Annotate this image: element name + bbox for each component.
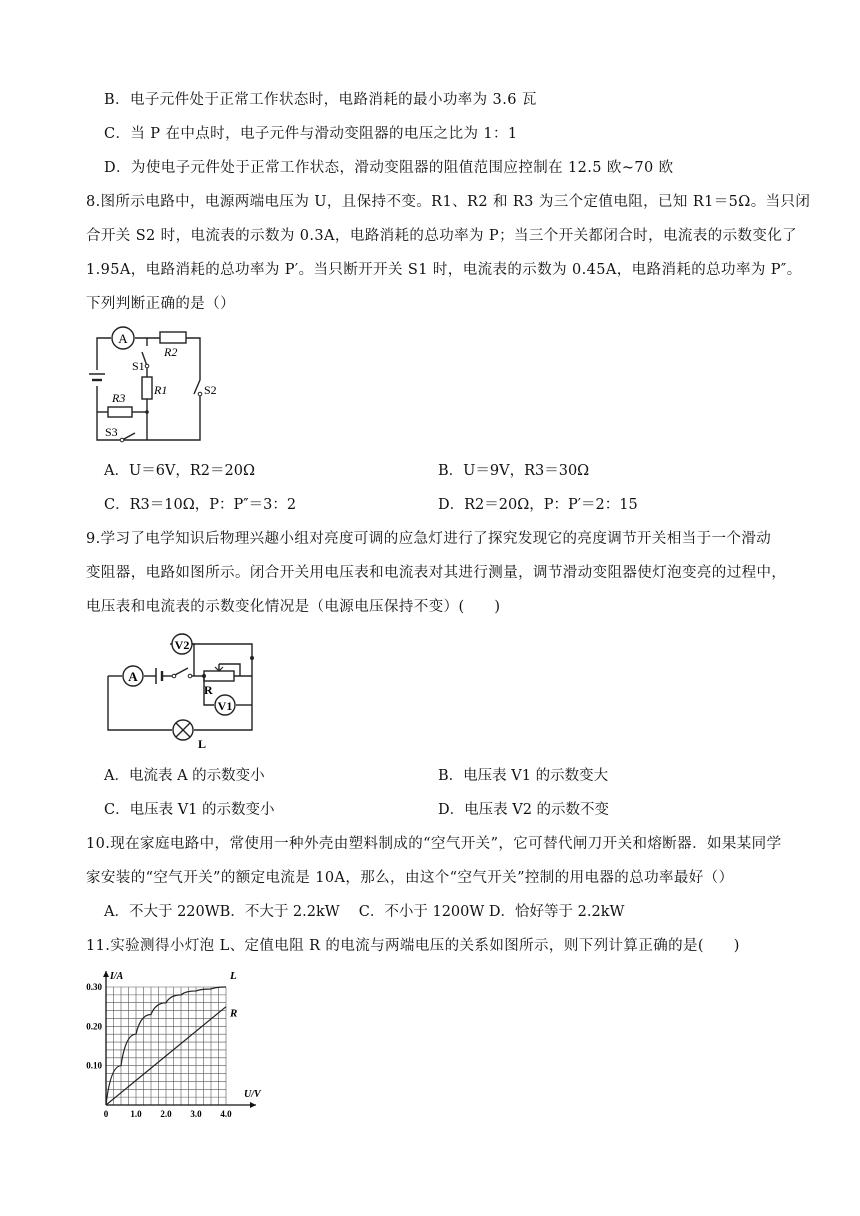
x-tick-label: 4.0 xyxy=(220,1109,232,1119)
series-label-r: R xyxy=(230,1007,238,1020)
q7-option-b: B．电子元件处于正常工作状态时，电路消耗的最小功率为 3.6 瓦 xyxy=(104,92,537,108)
q8-option-c: C．R3＝10Ω，P：P″＝3：2 xyxy=(104,497,297,513)
rheostat-label: R xyxy=(204,683,213,697)
ammeter-label: A xyxy=(128,669,138,684)
q9-stem-line3: 电压表和电流表的示数变化情况是（电源电压保持不变）( ) xyxy=(86,599,501,615)
x-axis-arrow xyxy=(250,1102,256,1108)
q9-option-a: A．电流表 A 的示数变小 xyxy=(104,768,265,784)
switch xyxy=(175,668,188,675)
y-axis-arrow xyxy=(103,971,109,977)
q10-stem-line2: 家安装的“空气开关”的额定电流是 10A，那么，由这个“空气开关”控制的用电器的总功率最好（） xyxy=(86,870,734,886)
y-tick-label: 0.20 xyxy=(86,1021,102,1032)
r1-resistor xyxy=(142,377,152,399)
y-tick-label: 0.30 xyxy=(86,982,102,992)
q8-circuit-diagram xyxy=(80,322,217,448)
v1-label: V1 xyxy=(217,699,233,713)
v2-label: V2 xyxy=(174,638,190,652)
lamp-label: L xyxy=(198,737,207,751)
series-label-l: L xyxy=(230,970,237,982)
r3-label: R3 xyxy=(112,391,126,405)
r1-label: R1 xyxy=(154,383,168,397)
q8-stem-line2: 合开关 S2 时，电流表的示数为 0.3A，电路消耗的总功率为 P；当三个开关都闭合时，电流表的示数变化了 xyxy=(86,228,798,244)
q9-option-c: C．电压表 V1 的示数变小 xyxy=(104,802,275,818)
q8-option-a: A．U＝6V，R2＝20Ω xyxy=(104,463,256,479)
q8-stem-line3: 1.95A，电路消耗的总功率为 P′。当只断开开关 S1 时，电流表的示数为 0.45A，电路消耗的总功率为 P″。 xyxy=(86,262,802,278)
x-tick-label: 1.0 xyxy=(130,1109,142,1119)
q9-stem-line2: 变阻器，电路如图所示。闭合开关用电压表和电流表对其进行测量，调节滑动变阻器使灯泡变亮的过程中， xyxy=(86,565,787,581)
q8-option-d: D．R2＝20Ω，P：P′＝2：15 xyxy=(438,497,638,513)
r2-label: R2 xyxy=(164,345,178,359)
q8-stem-line1: 8.图所示电路中，电源两端电压为 U，且保持不变。R1、R2 和 R3 为三个定值电阻，已知 R1＝5Ω。当只闭 xyxy=(86,194,811,210)
q8-option-b: B．U＝9V，R3＝30Ω xyxy=(438,463,590,479)
x-axis-label: U/V xyxy=(244,1089,261,1100)
x-tick-label: 3.0 xyxy=(190,1109,202,1119)
q7-option-c: C．当 P 在中点时，电子元件与滑动变阻器的电压之比为 1：1 xyxy=(104,126,518,142)
q9-option-d: D．电压表 V2 的示数不变 xyxy=(438,802,610,818)
y-axis-label: I/A xyxy=(110,971,124,982)
q9-option-b: B．电压表 V1 的示数变大 xyxy=(438,768,609,784)
x-tick-label: 0 xyxy=(103,1109,109,1119)
q9-circuit-diagram xyxy=(100,630,270,755)
q10-stem-line1: 10.现在家庭电路中，常使用一种外壳由塑料制成的“空气开关”，它可替代闸刀开关和熔断器．如果某同学 xyxy=(86,836,782,852)
ammeter-label: A xyxy=(118,331,128,346)
s3-label: S3 xyxy=(105,425,118,439)
s2-label: S2 xyxy=(204,383,217,397)
q9-stem-line1: 9.学习了电学知识后物理兴趣小组对亮度可调的应急灯进行了探究发现它的亮度调节开关相当于一个滑动 xyxy=(86,531,772,547)
q10-options: A．不大于 220WB．不大于 2.2kW C．不小于 1200W D．恰好等于 2.2kW xyxy=(104,904,625,920)
q11-stem-line1: 11.实验测得小灯泡 L、定值电阻 R 的电流与两端电压的关系如图所示，则下列计算正确的是( ) xyxy=(86,938,740,954)
y-tick-label: 0.10 xyxy=(86,1060,102,1071)
x-tick-label: 2.0 xyxy=(160,1109,172,1119)
q11-iv-chart xyxy=(80,965,270,1120)
s1-label: S1 xyxy=(132,359,145,373)
rheostat xyxy=(204,671,234,681)
r3-resistor xyxy=(108,407,132,417)
r2-resistor xyxy=(160,332,186,343)
q7-option-d: D．为使电子元件处于正常工作状态，滑动变阻器的阻值范围应控制在 12.5 欧~70 欧 xyxy=(104,160,674,176)
q8-stem-line4: 下列判断正确的是（） xyxy=(86,296,235,312)
